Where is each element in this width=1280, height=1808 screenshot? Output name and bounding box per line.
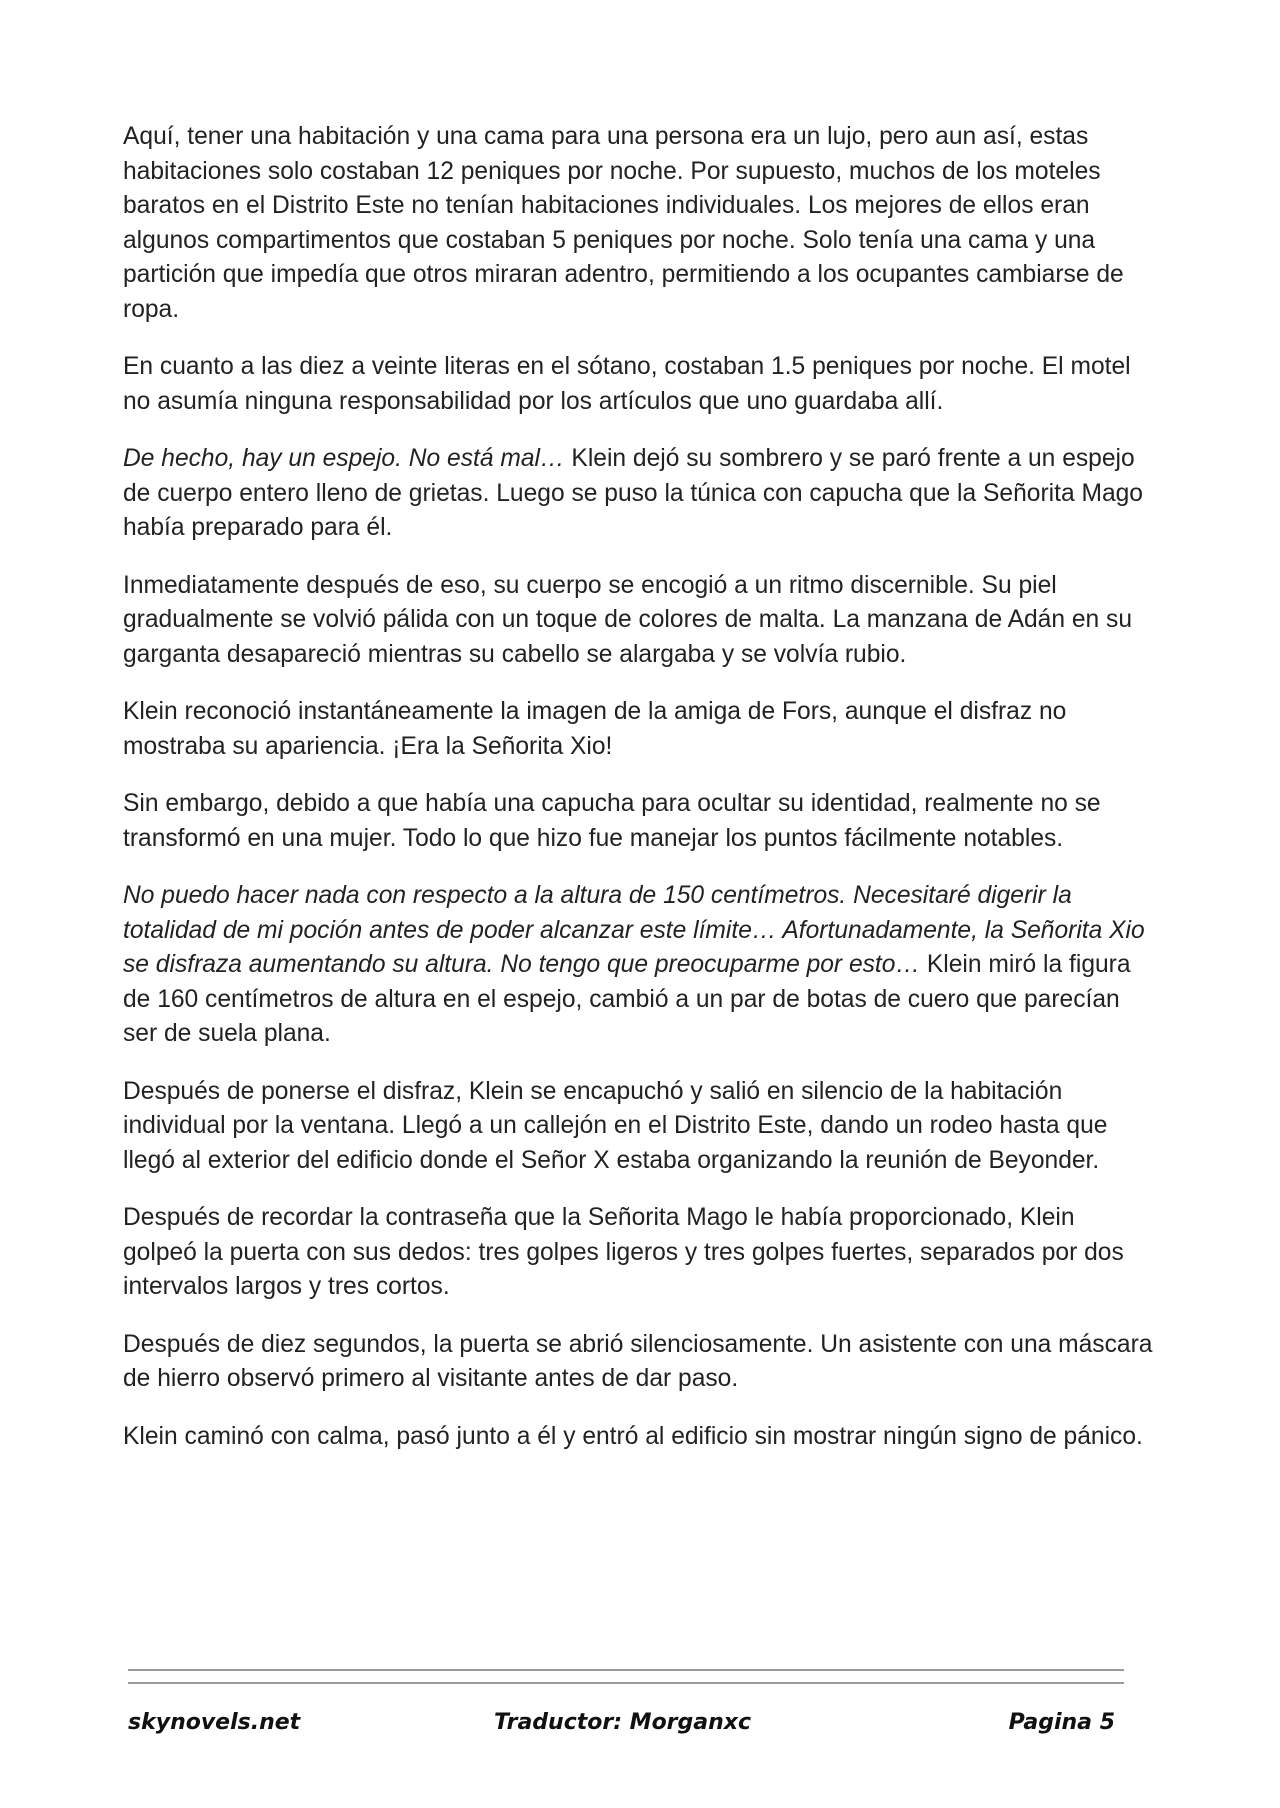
footer-page-number: Pagina 5 [1008, 1710, 1115, 1735]
paragraph-9-text: Después de recordar la contraseña que la Señorita Mago le había proporcionado, Klein golpeó la puerta con sus dedos: tres golpes ligeros y tres golpes fuertes, separados por dos intervalos largos y tres cortos. [123, 1204, 1124, 1300]
paragraph-3-text: Klein dejó su sombrero y se paró frente a un espejo de cuerpo entero lleno de grietas. Luego se puso la túnica con capucha que la Señorita Mago había preparado para él. [123, 445, 1143, 541]
paragraph-4 [123, 569, 1153, 673]
paragraph-1-text: Aquí, tener una habitación y una cama para una persona era un lujo, pero aun así, estas habitaciones solo costaban 12 peniques por noche. Por supuesto, muchos de los moteles baratos en el Distrito Este no tenían habitaciones individuales. Los mejores de ellos eran algunos compartimentos que costaban 5 peniques por noche. Solo tenía una cama y una partición que impedía que otros miraran adentro, permitiendo a los ocupantes cambiarse de ropa. [123, 123, 1124, 323]
paragraph-6-text: Sin embargo, debido a que había una capucha para ocultar su identidad, realmente no se transformó en una mujer. Todo lo que hizo fue manejar los puntos fácilmente notables. [123, 790, 1101, 852]
paragraph-11 [123, 1420, 1153, 1455]
paragraph-7-text: Klein miró la figura de 160 centímetros de altura en el espejo, cambió a un par de botas de cuero que parecían ser de suela plana. [123, 951, 1131, 1047]
footer-divider-top [128, 1669, 1124, 1671]
paragraph-2-text: En cuanto a las diez a veinte literas en el sótano, costaban 1.5 peniques por noche. El motel no asumía ninguna responsabilidad por los artículos que uno guardaba allí. [123, 353, 1131, 415]
paragraph-6 [123, 787, 1153, 856]
footer-site-name: skynovels.net [128, 1710, 301, 1735]
footer-translator: Traductor: Morganxc [494, 1710, 752, 1735]
paragraph-1 [123, 120, 1153, 327]
paragraph-7-italic: No puedo hacer nada con respecto a la altura de 150 centímetros. Necesitaré digerir la totalidad de mi poción antes de poder alcanzar este límite… Afortunadamente, la Señorita Xio se disfraza aumentando su altura. No tengo que preocuparme por esto… [123, 882, 1145, 978]
paragraph-3-italic: De hecho, hay un espejo. No está mal… [123, 445, 565, 472]
paragraph-5-text: Klein reconoció instantáneamente la imagen de la amiga de Fors, aunque el disfraz no mostraba su apariencia. ¡Era la Señorita Xio! [123, 698, 1067, 760]
paragraph-10-text: Después de diez segundos, la puerta se abrió silenciosamente. Un asistente con una máscara de hierro observó primero al visitante antes de dar paso. [123, 1330, 1153, 1392]
paragraph-4-text: Inmediatamente después de eso, su cuerpo se encogió a un ritmo discernible. Su piel gradualmente se volvió pálida con un toque de colores de malta. La manzana de Adán en su garganta desapareció mientras su cabello se alargaba y se volvía rubio. [123, 571, 1133, 668]
paragraph-10 [123, 1328, 1153, 1397]
paragraph-2 [123, 350, 1153, 419]
paragraph-5 [123, 695, 1153, 764]
paragraph-3 [123, 442, 1153, 546]
paragraph-8-text: Después de ponerse el disfraz, Klein se encapuchó y salió en silencio de la habitación individual por la ventana. Llegó a un callejón en el Distrito Este, dando un rodeo hasta que llegó al exterior del edificio donde el Señor X estaba organizando la reunión de Beyonder. [123, 1077, 1108, 1174]
paragraph-11-text: Klein caminó con calma, pasó junto a él y entró al edificio sin mostrar ningún signo de pánico. [123, 1422, 1143, 1450]
document-body [123, 120, 1153, 1477]
paragraph-9 [123, 1201, 1153, 1305]
paragraph-8 [123, 1075, 1153, 1179]
paragraph-7 [123, 879, 1153, 1052]
footer-divider-bottom [128, 1682, 1124, 1684]
